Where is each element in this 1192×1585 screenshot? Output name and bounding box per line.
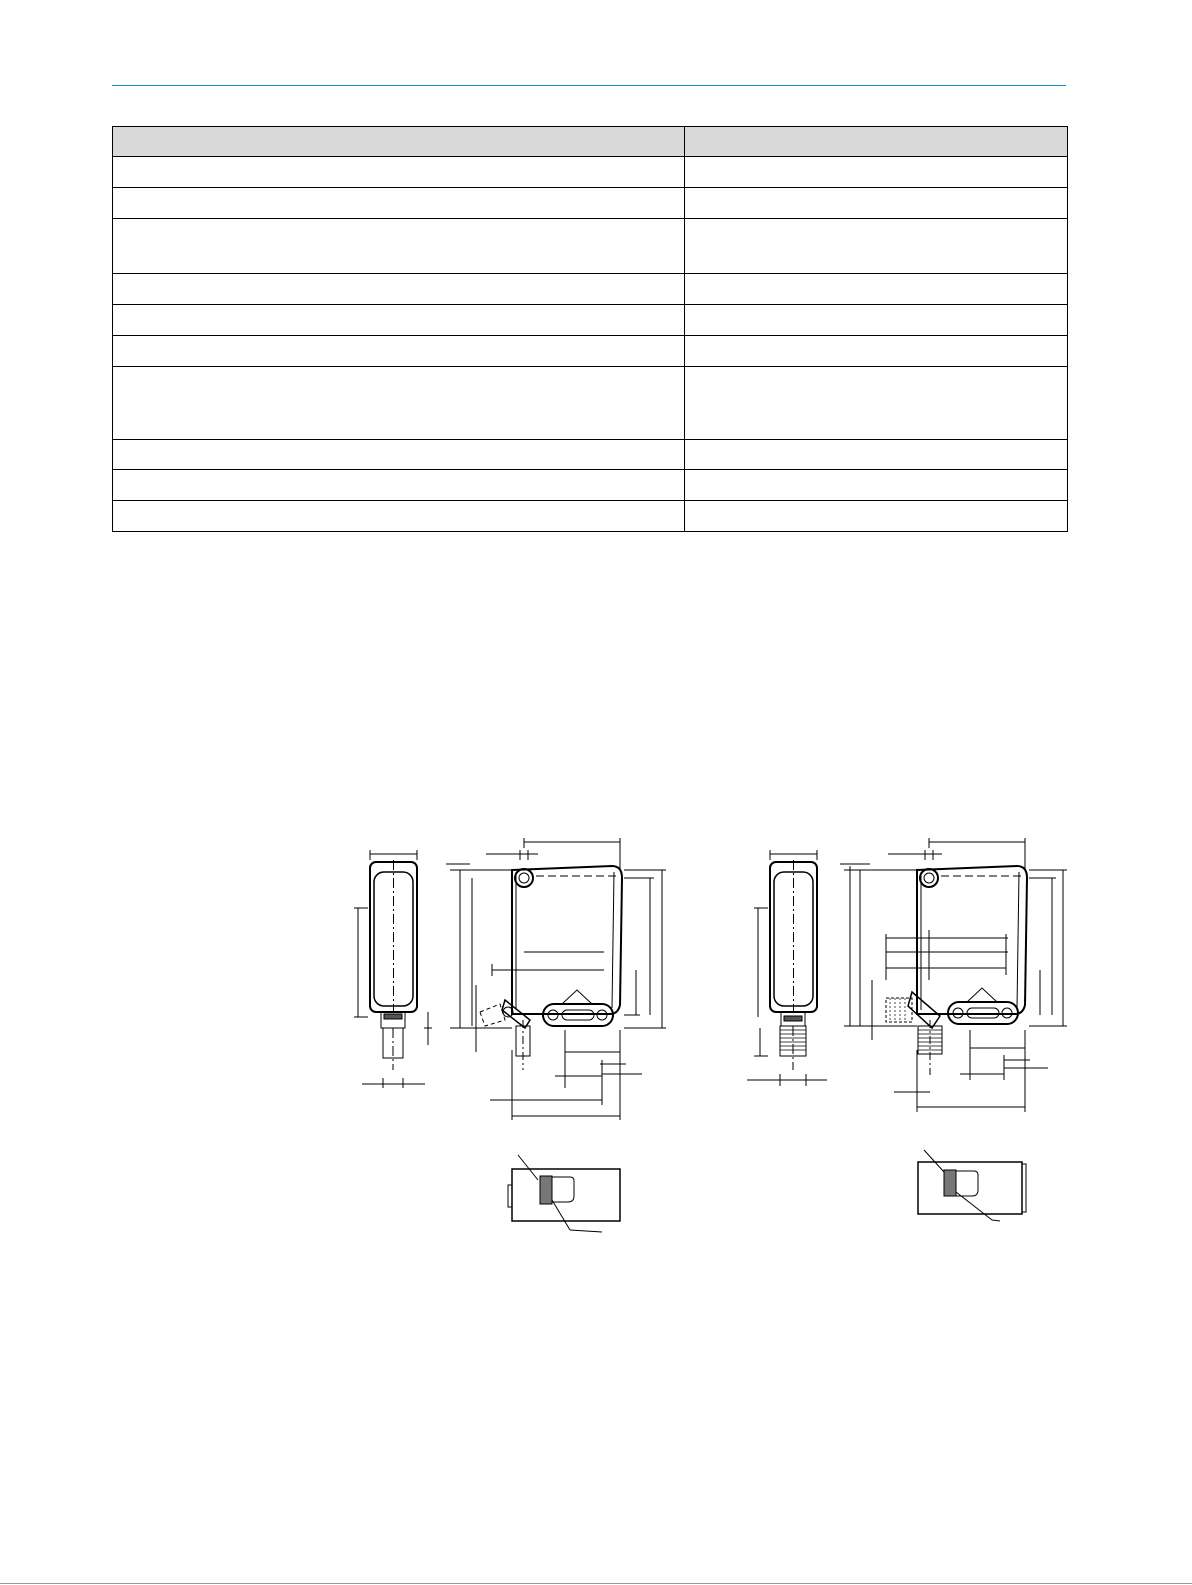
table-cell	[685, 501, 1068, 532]
front-view-connector	[840, 838, 1067, 1112]
footer-rule	[0, 1583, 1192, 1584]
bottom-view-connector	[918, 1150, 1026, 1221]
table-cell	[113, 440, 685, 470]
table-row	[113, 219, 1068, 274]
table-cell	[113, 336, 685, 367]
table-row	[113, 501, 1068, 532]
table-row	[113, 440, 1068, 470]
table-header-row	[113, 127, 1068, 157]
table-cell	[685, 274, 1068, 305]
table-cell	[685, 219, 1068, 274]
table-cell	[113, 219, 685, 274]
table-row	[113, 188, 1068, 219]
table-row	[113, 336, 1068, 367]
bottom-view-cable	[508, 1155, 620, 1232]
table-cell	[685, 188, 1068, 219]
spec-table	[112, 126, 1068, 532]
table-row	[113, 470, 1068, 501]
dimension-drawings	[340, 830, 1080, 1250]
table-header-cell	[113, 127, 685, 157]
table-row	[113, 367, 1068, 440]
table-row	[113, 274, 1068, 305]
table-cell	[113, 188, 685, 219]
front-view-cable	[446, 838, 666, 1120]
header-rule	[112, 85, 1066, 86]
table-header-cell	[685, 127, 1068, 157]
table-row	[113, 157, 1068, 188]
table-cell	[113, 157, 685, 188]
table-cell	[113, 274, 685, 305]
table-cell	[685, 367, 1068, 440]
table-cell	[685, 157, 1068, 188]
side-view-cable	[354, 850, 432, 1088]
side-view-connector	[747, 850, 827, 1086]
table-cell	[685, 336, 1068, 367]
table-cell	[685, 440, 1068, 470]
table-cell	[685, 305, 1068, 336]
table-row	[113, 305, 1068, 336]
table-cell	[113, 501, 685, 532]
table-cell	[113, 305, 685, 336]
table-cell	[113, 470, 685, 501]
table-cell	[685, 470, 1068, 501]
table-cell	[113, 367, 685, 440]
